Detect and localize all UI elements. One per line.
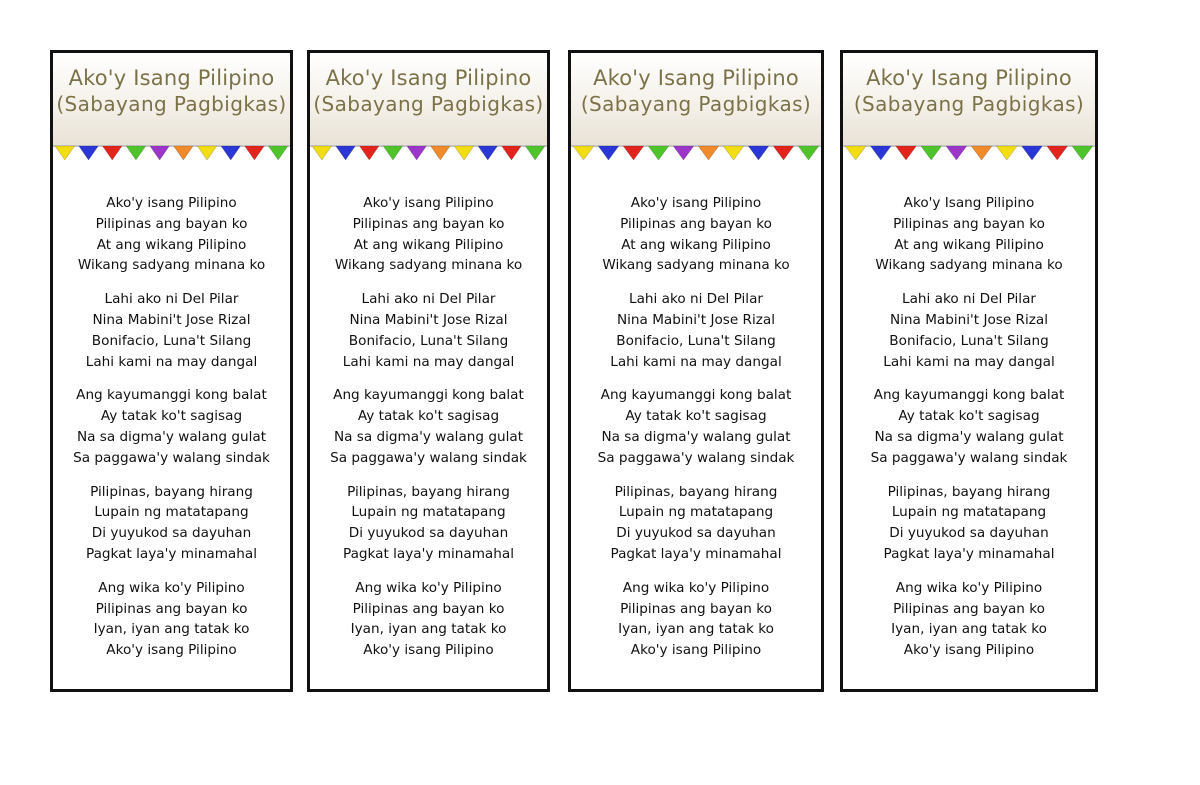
bookmark-3 <box>568 50 824 692</box>
pennant-flag <box>407 146 426 160</box>
poem-line: Pilipinas ang bayan ko <box>893 215 1045 232</box>
stanza <box>571 385 821 468</box>
poem-line: Di yuyukod sa dayuhan <box>348 525 509 542</box>
poem-line: Pilipinas ang bayan ko <box>620 600 772 617</box>
poem-line: Di yuyukod sa dayuhan <box>889 525 1049 542</box>
poem <box>571 193 821 674</box>
poem-line: Nina Mabini't Jose Rizal <box>349 311 508 328</box>
pennant-flag <box>454 146 473 160</box>
poem-line: Lupain ng matatapang <box>891 504 1047 521</box>
pennant-flag <box>996 146 1017 160</box>
poem-line: Ang wika ko'y Pilipino <box>622 579 770 596</box>
poem <box>53 193 290 674</box>
poem-line: Pilipinas, bayang hirang <box>614 483 778 500</box>
poem-line: Ay tatak ko't sagisag <box>100 408 243 425</box>
bookmark-header <box>843 53 1095 145</box>
stanza <box>53 482 290 565</box>
stanza <box>310 385 547 468</box>
poem-line: Pilipinas ang bayan ko <box>95 600 248 617</box>
poem-line: Nina Mabini't Jose Rizal <box>616 311 775 328</box>
stanza <box>843 482 1095 565</box>
pennant-flag <box>723 146 744 160</box>
bookmark-header <box>571 53 821 145</box>
poem-line: Lahi kami na may dangal <box>342 353 515 370</box>
stanza <box>310 289 547 372</box>
pennant-flag <box>525 146 544 160</box>
bunting-flags-icon <box>571 144 821 166</box>
poem-line: Bonifacio, Luna't Silang <box>348 332 509 349</box>
pennant-flag <box>623 146 644 160</box>
poem-line: Sa paggawa'y walang sindak <box>870 449 1068 466</box>
poem-line: Lupain ng matatapang <box>351 504 506 521</box>
bunting-flags-icon <box>843 144 1095 166</box>
poem-line: Ay tatak ko't sagisag <box>625 408 767 425</box>
poem-line: Iyan, iyan ang tatak ko <box>891 621 1047 638</box>
poem-line: Ang wika ko'y Pilipino <box>98 579 245 596</box>
bookmark-subtitle: (Sabayang Pagbigkas) <box>313 92 544 116</box>
poem-line: Lahi ako ni Del Pilar <box>902 291 1036 308</box>
pennant-flag <box>312 146 331 160</box>
pennant-flag <box>845 146 866 160</box>
stanza <box>843 193 1095 276</box>
bookmark-2 <box>307 50 550 692</box>
poem-line: Ako'y isang Pilipino <box>363 642 494 659</box>
poem-line: Ako'y isang Pilipino <box>630 642 762 659</box>
poem-line: Iyan, iyan ang tatak ko <box>618 621 774 638</box>
pennant-flag <box>336 146 355 160</box>
stanza <box>571 482 821 565</box>
poem-line: Pagkat laya'y minamahal <box>85 545 257 562</box>
poem-line: Lahi kami na may dangal <box>610 353 782 370</box>
pennant-flag <box>598 146 619 160</box>
poem-line: Pilipinas ang bayan ko <box>893 600 1045 617</box>
pennant-flag <box>1022 146 1043 160</box>
stanza <box>310 482 547 565</box>
poem-line: Bonifacio, Luna't Silang <box>616 332 776 349</box>
pennant-flag <box>870 146 891 160</box>
pennant-flag <box>221 146 240 160</box>
poem-line: Ay tatak ko't sagisag <box>357 408 500 425</box>
poem-line: Lupain ng matatapang <box>618 504 774 521</box>
bunting-flags-icon <box>53 144 290 166</box>
stanza <box>571 289 821 372</box>
poem-line: Na sa digma'y walang gulat <box>874 428 1064 445</box>
pennant-flag <box>268 146 287 160</box>
poem-line: Sa paggawa'y walang sindak <box>73 449 270 466</box>
bookmark-title: Ako'y Isang Pilipino <box>593 66 799 90</box>
bookmark-subtitle: (Sabayang Pagbigkas) <box>580 92 812 116</box>
pennant-flag <box>1047 146 1068 160</box>
poem-line: Bonifacio, Luna't Silang <box>91 332 252 349</box>
poem-line: Pagkat laya'y minamahal <box>883 545 1055 562</box>
poem-line: Pilipinas, bayang hirang <box>90 483 253 500</box>
poem-line: Pilipinas ang bayan ko <box>95 215 248 232</box>
poem-line: Pilipinas, bayang hirang <box>887 483 1051 500</box>
stanza <box>843 289 1095 372</box>
pennant-flag <box>698 146 719 160</box>
poem-line: Pilipinas ang bayan ko <box>352 600 505 617</box>
pennant-flag <box>946 146 967 160</box>
bookmark-1 <box>50 50 293 692</box>
poem-line: Ang kayumanggi kong balat <box>333 387 524 404</box>
poem-line: Lahi ako ni Del Pilar <box>361 291 496 308</box>
poem-line: At ang wikang Pilipino <box>621 236 771 253</box>
poem-line: Lahi ako ni Del Pilar <box>104 291 239 308</box>
poem-line: Ako'y isang Pilipino <box>106 195 237 211</box>
stanza <box>571 578 821 661</box>
bookmark-subtitle: (Sabayang Pagbigkas) <box>56 92 287 116</box>
bookmark-title: Ako'y Isang Pilipino <box>68 66 275 90</box>
pennant-flag <box>573 146 594 160</box>
poem-line: Wikang sadyang minana ko <box>875 257 1063 274</box>
pennant-flag <box>748 146 769 160</box>
pennant-flag <box>55 146 74 160</box>
poem-line: Lahi kami na may dangal <box>883 353 1055 370</box>
poem-line: Pagkat laya'y minamahal <box>342 545 514 562</box>
poem-line: Na sa digma'y walang gulat <box>333 428 524 445</box>
bunting-flags-icon <box>310 144 547 166</box>
poem-line: Ang kayumanggi kong balat <box>76 387 267 404</box>
pennant-flag <box>431 146 450 160</box>
pennant-flag <box>103 146 122 160</box>
poem-line: Na sa digma'y walang gulat <box>76 428 267 445</box>
poem-line: Di yuyukod sa dayuhan <box>91 525 252 542</box>
poem-line: Lahi kami na may dangal <box>85 353 258 370</box>
pennant-flag <box>648 146 669 160</box>
pennant-flag <box>197 146 216 160</box>
poem-line: Pilipinas ang bayan ko <box>352 215 505 232</box>
poem-line: Ang wika ko'y Pilipino <box>895 579 1043 596</box>
stanza <box>310 578 547 661</box>
pennant-flag <box>150 146 169 160</box>
poem-line: Na sa digma'y walang gulat <box>601 428 791 445</box>
pennant-flag <box>773 146 794 160</box>
poem-line: Lahi ako ni Del Pilar <box>629 291 763 308</box>
pennant-flag <box>174 146 193 160</box>
poem-line: Ako'y Isang Pilipino <box>903 195 1035 211</box>
bookmark-header <box>53 53 290 145</box>
stanza <box>843 578 1095 661</box>
poem-line: Sa paggawa'y walang sindak <box>330 449 527 466</box>
poem-line: Pagkat laya'y minamahal <box>610 545 782 562</box>
stanza <box>53 193 290 276</box>
poem-line: Wikang sadyang minana ko <box>77 257 266 274</box>
bookmark-4 <box>840 50 1098 692</box>
poem-line: At ang wikang Pilipino <box>96 236 247 253</box>
pennant-flag <box>502 146 521 160</box>
stanza <box>53 578 290 661</box>
poem-line: Ako'y isang Pilipino <box>363 195 494 211</box>
pennant-flag <box>921 146 942 160</box>
pennant-flag <box>383 146 402 160</box>
poem-line: At ang wikang Pilipino <box>894 236 1044 253</box>
poem-line: Ang kayumanggi kong balat <box>873 387 1065 404</box>
bookmark-title: Ako'y Isang Pilipino <box>325 66 532 90</box>
poem-line: Ako'y isang Pilipino <box>903 642 1035 659</box>
bookmark-subtitle: (Sabayang Pagbigkas) <box>853 92 1085 116</box>
poem <box>843 193 1095 674</box>
pennant-flag <box>478 146 497 160</box>
poem-line: Iyan, iyan ang tatak ko <box>350 621 507 638</box>
stanza <box>53 289 290 372</box>
poem-line: Bonifacio, Luna't Silang <box>889 332 1049 349</box>
stanza <box>843 385 1095 468</box>
poem-line: Nina Mabini't Jose Rizal <box>889 311 1048 328</box>
poem-line: Di yuyukod sa dayuhan <box>616 525 776 542</box>
pennant-flag <box>971 146 992 160</box>
poem-line: Iyan, iyan ang tatak ko <box>93 621 250 638</box>
pennant-flag <box>896 146 917 160</box>
poem-line: Lupain ng matatapang <box>94 504 249 521</box>
pennant-flag <box>1072 146 1093 160</box>
pennant-flag <box>673 146 694 160</box>
poem-line: Ako'y isang Pilipino <box>630 195 762 211</box>
poem-line: Ay tatak ko't sagisag <box>898 408 1040 425</box>
bookmark-header <box>310 53 547 145</box>
pennant-flag <box>245 146 264 160</box>
poem-line: Nina Mabini't Jose Rizal <box>92 311 251 328</box>
poem-line: Pilipinas, bayang hirang <box>347 483 510 500</box>
pennant-flag <box>798 146 819 160</box>
poem-line: Pilipinas ang bayan ko <box>620 215 772 232</box>
poem <box>310 193 547 674</box>
poem-line: Wikang sadyang minana ko <box>602 257 790 274</box>
pennant-flag <box>126 146 145 160</box>
stanza <box>310 193 547 276</box>
poem-line: Sa paggawa'y walang sindak <box>597 449 795 466</box>
pennant-flag <box>79 146 98 160</box>
stanza <box>53 385 290 468</box>
bookmark-title: Ako'y Isang Pilipino <box>866 66 1072 90</box>
poem-line: Ang wika ko'y Pilipino <box>355 579 502 596</box>
pennant-flag <box>360 146 379 160</box>
poem-line: Ako'y isang Pilipino <box>106 642 237 659</box>
poem-line: Wikang sadyang minana ko <box>334 257 523 274</box>
poem-line: Ang kayumanggi kong balat <box>600 387 792 404</box>
poem-line: At ang wikang Pilipino <box>353 236 504 253</box>
stanza <box>571 193 821 276</box>
